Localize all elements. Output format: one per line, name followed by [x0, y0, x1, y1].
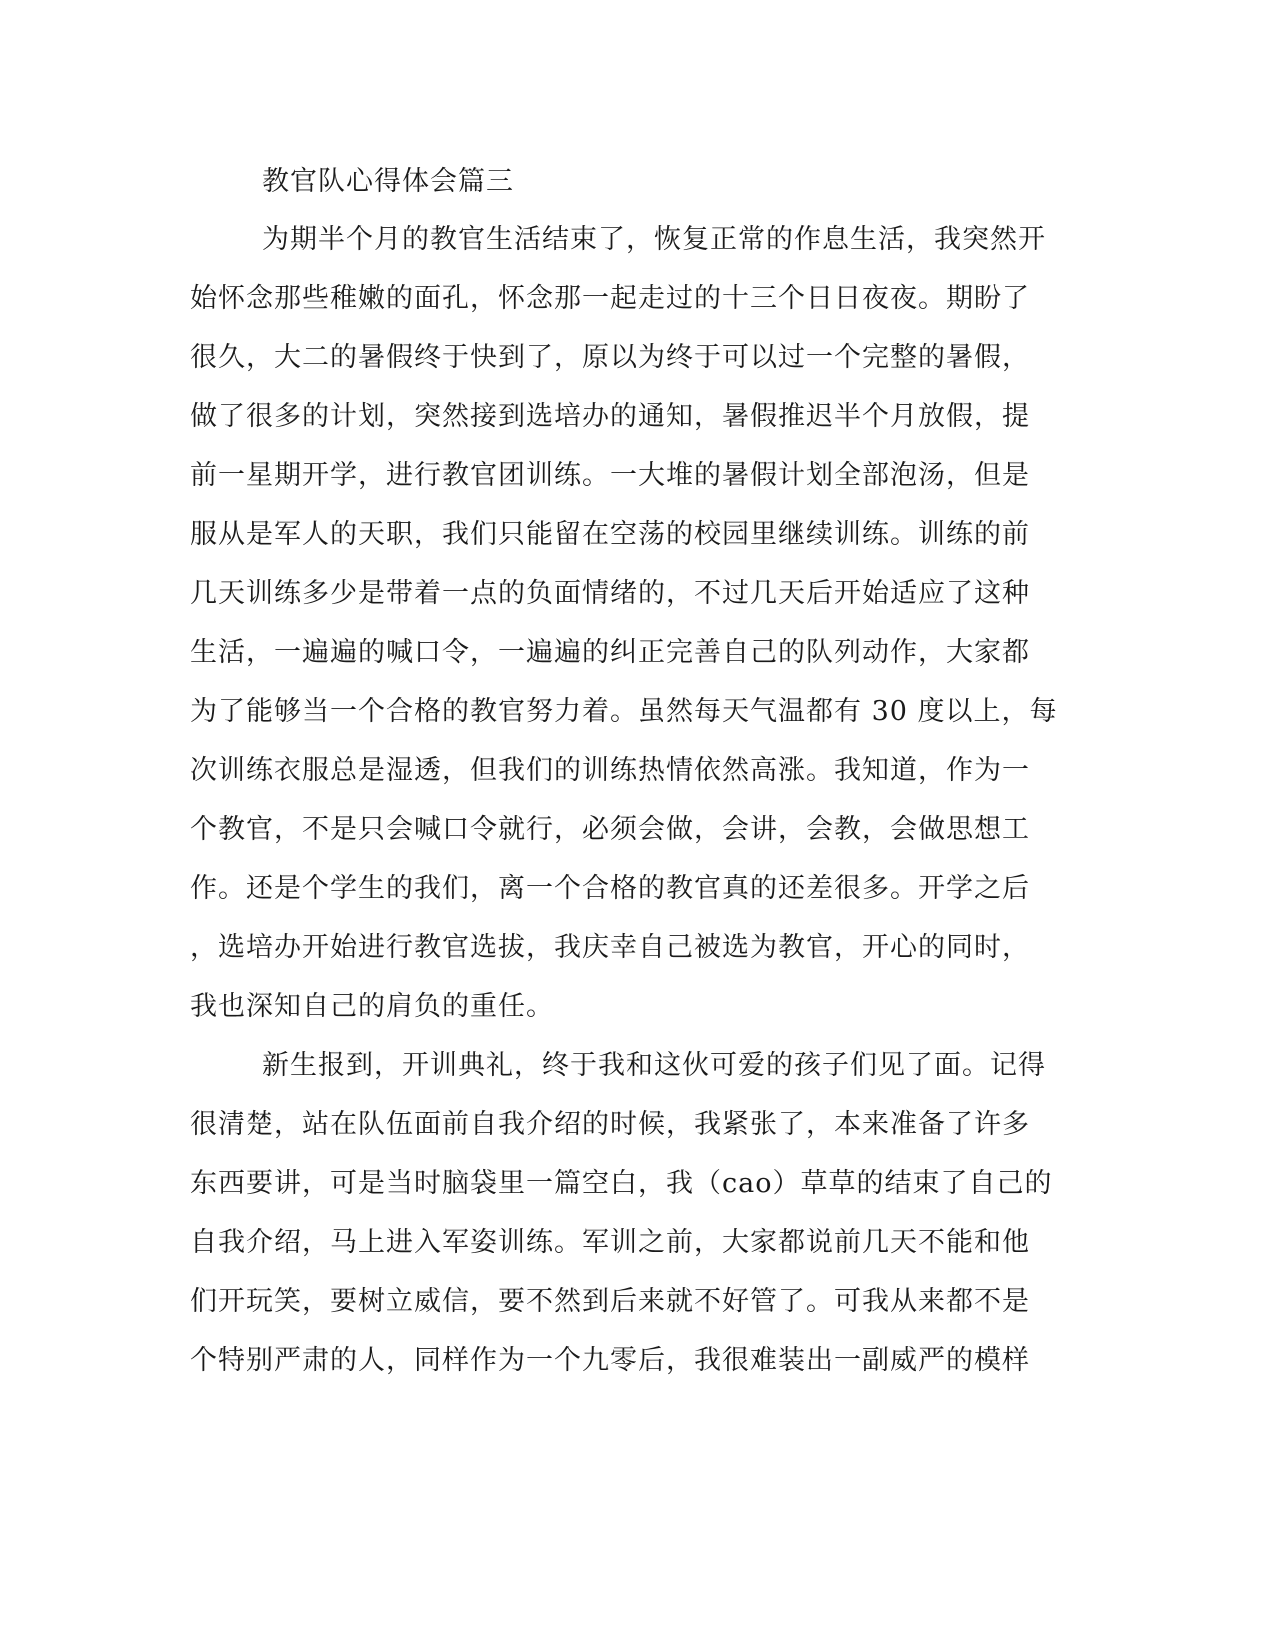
paragraph-2-line: 自我介绍，马上进入军姿训练。军训之前，大家都说前几天不能和他	[190, 1227, 1030, 1258]
paragraph-1-line: 个教官，不是只会喊口令就行，必须会做，会讲，会教，会做思想工	[190, 814, 1030, 845]
paragraph-1-line: 很久，大二的暑假终于快到了，原以为终于可以过一个完整的暑假，	[190, 342, 1030, 373]
paragraph-1-line: 我也深知自己的肩负的重任。	[190, 991, 554, 1022]
paragraph-1-line: 生活，一遍遍的喊口令，一遍遍的纠正完善自己的队列动作，大家都	[190, 637, 1030, 668]
paragraph-1-line: 做了很多的计划，突然接到选培办的通知，暑假推迟半个月放假，提	[190, 401, 1030, 432]
paragraph-2-line: 个特别严肃的人，同样作为一个九零后，我很难装出一副威严的模样	[190, 1345, 1030, 1376]
paragraph-2-line: 东西要讲，可是当时脑袋里一篇空白，我（cao）草草的结束了自己的	[190, 1168, 1053, 1199]
paragraph-1-line: 次训练衣服总是湿透，但我们的训练热情依然高涨。我知道，作为一	[190, 755, 1030, 786]
paragraph-1-line: 几天训练多少是带着一点的负面情绪的，不过几天后开始适应了这种	[190, 578, 1030, 609]
paragraph-1-line: 始怀念那些稚嫩的面孔，怀念那一起走过的十三个日日夜夜。期盼了	[190, 283, 1030, 314]
paragraph-2-line: 新生报到，开训典礼，终于我和这伙可爱的孩子们见了面。记得	[262, 1050, 1046, 1081]
paragraph-2-line: 很清楚，站在队伍面前自我介绍的时候，我紧张了，本来准备了许多	[190, 1109, 1030, 1140]
paragraph-1-line: 为了能够当一个合格的教官努力着。虽然每天气温都有 30 度以上，每	[190, 696, 1058, 727]
paragraph-1-line: ，选培办开始进行教官选拔，我庆幸自己被选为教官，开心的同时，	[190, 932, 1030, 963]
paragraph-1-line: 前一星期开学，进行教官团训练。一大堆的暑假计划全部泡汤，但是	[190, 460, 1030, 491]
document-title: 教官队心得体会篇三	[262, 166, 514, 197]
paragraph-1-line: 服从是军人的天职，我们只能留在空荡的校园里继续训练。训练的前	[190, 519, 1030, 550]
paragraph-1-line: 作。还是个学生的我们，离一个合格的教官真的还差很多。开学之后	[190, 873, 1030, 904]
paragraph-1-line: 为期半个月的教官生活结束了，恢复正常的作息生活，我突然开	[262, 224, 1046, 255]
paragraph-2-line: 们开玩笑，要树立威信，要不然到后来就不好管了。可我从来都不是	[190, 1286, 1030, 1317]
